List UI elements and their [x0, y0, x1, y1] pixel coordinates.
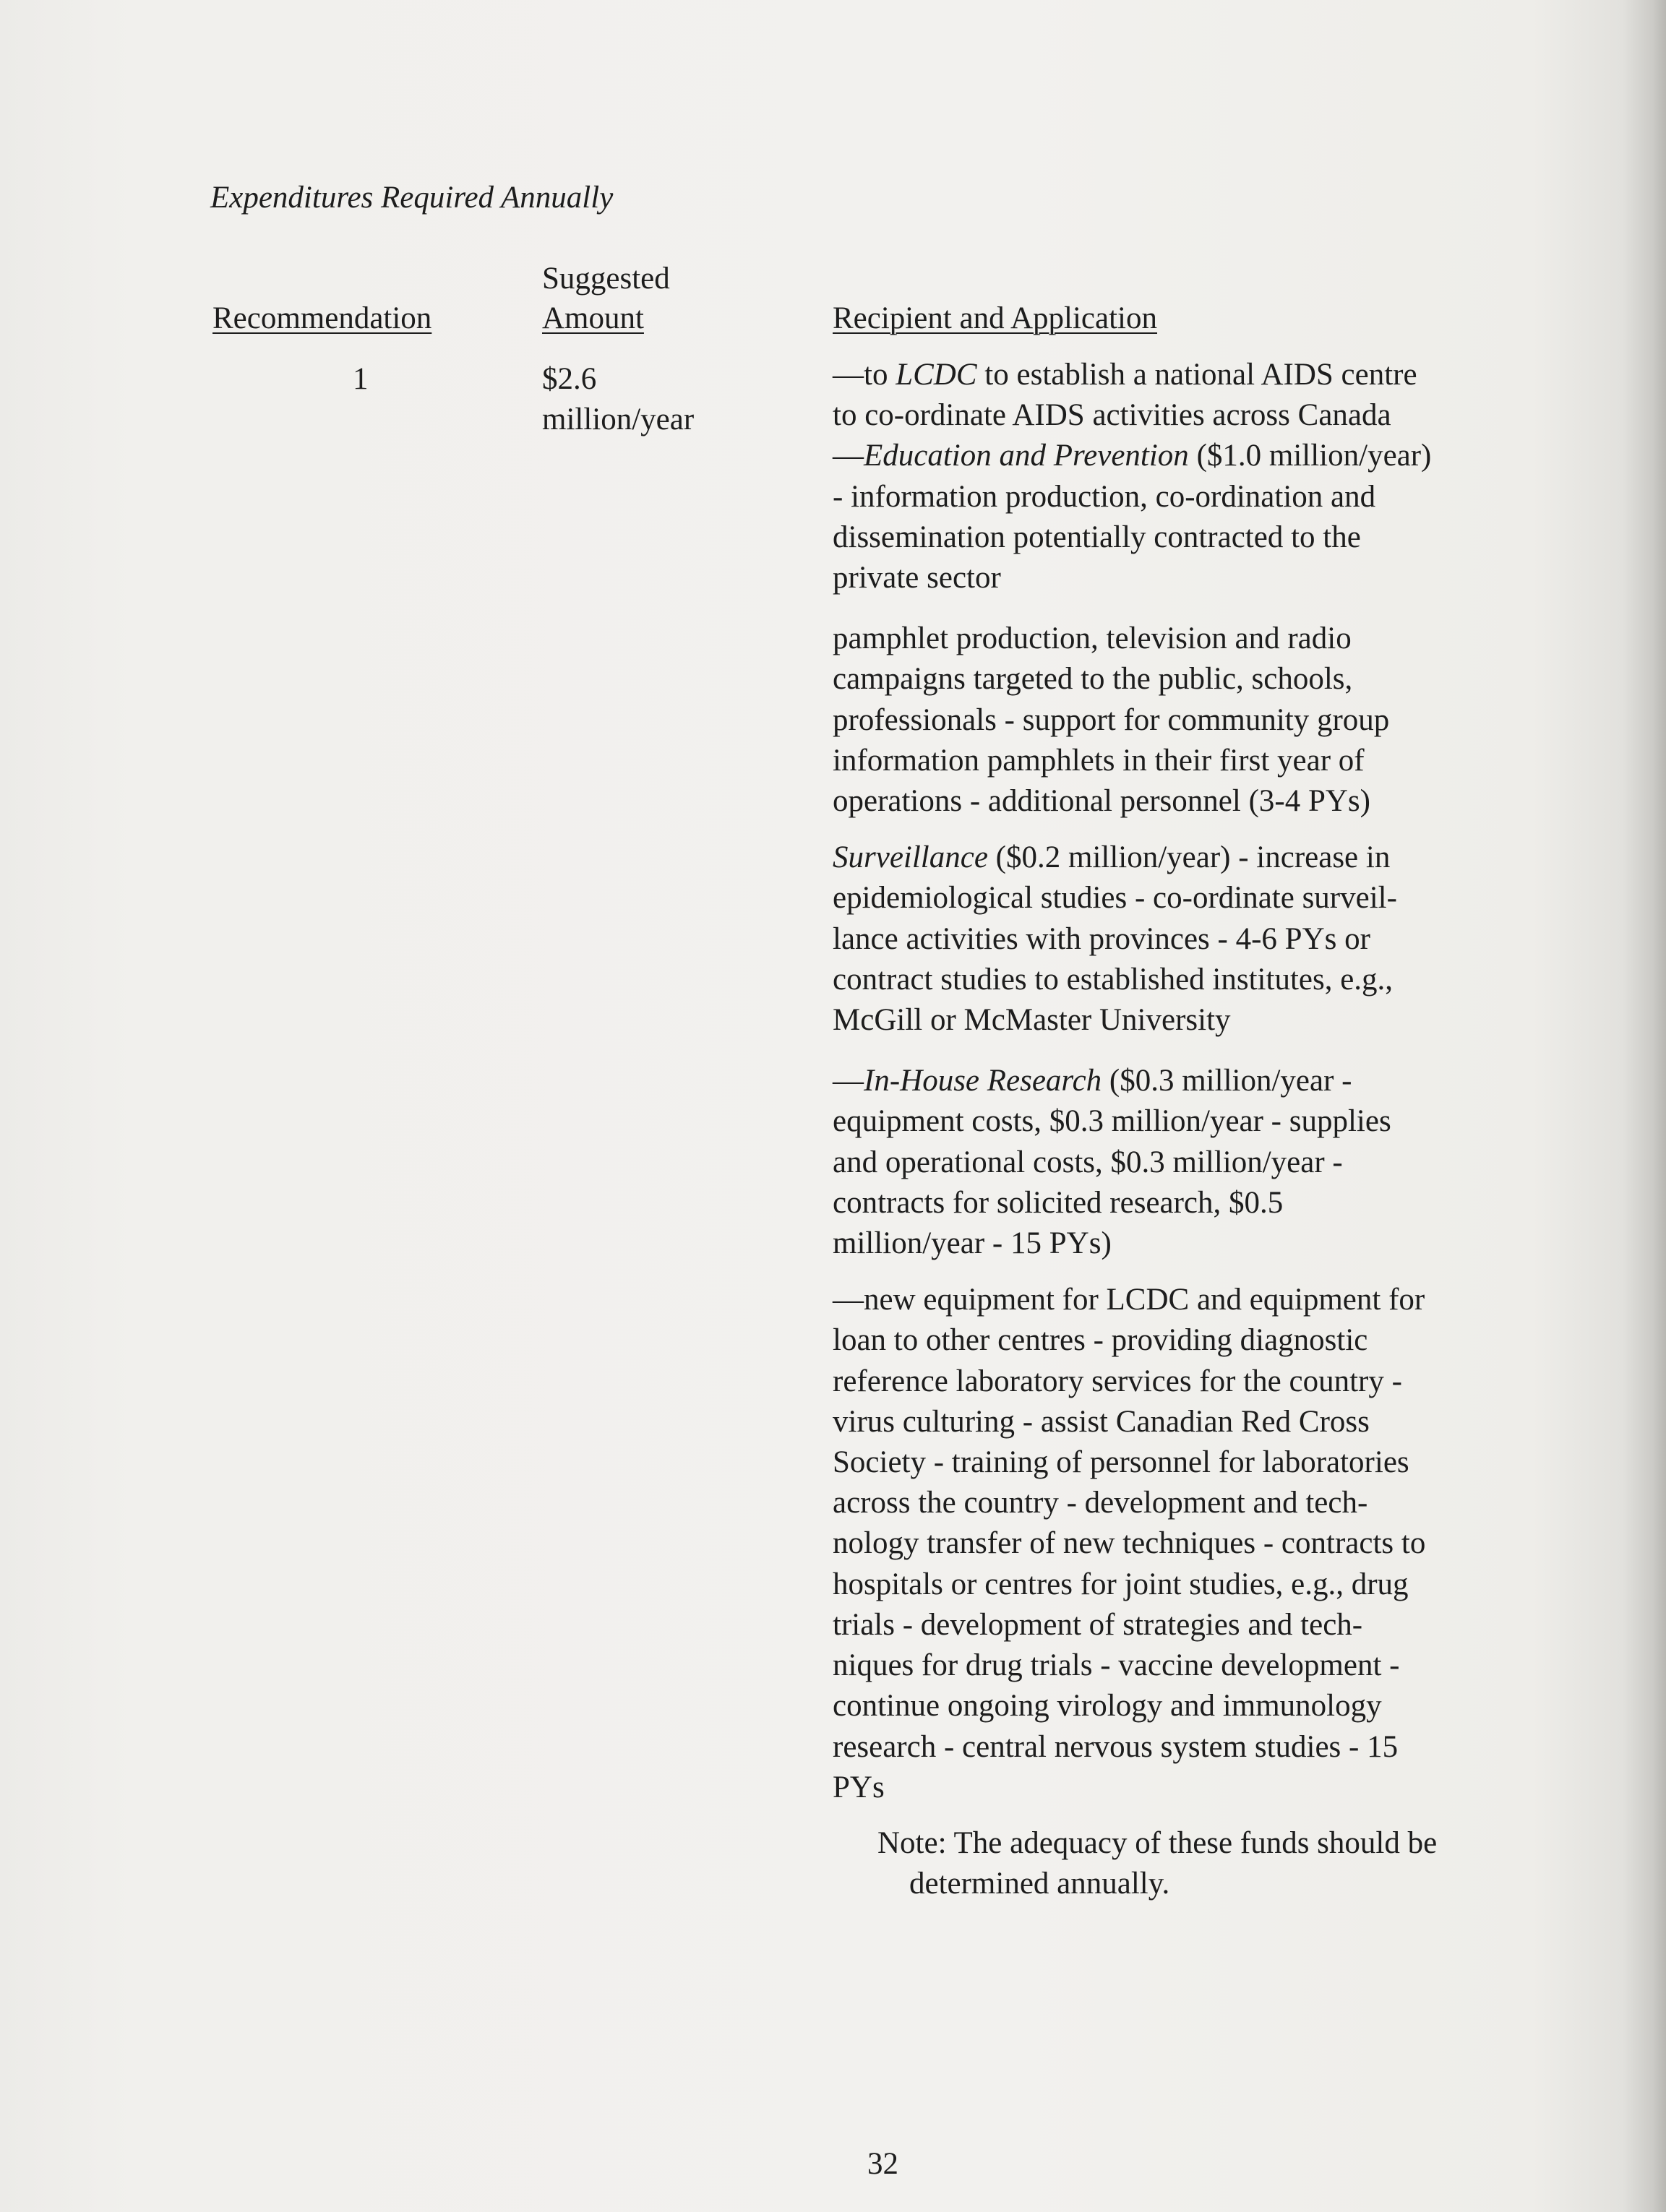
pamphlet-line: campaigns targeted to the public, schools,	[833, 662, 1353, 697]
equipment-line: —new equipment for LCDC and equipment for	[833, 1283, 1425, 1317]
equipment-line: PYs	[833, 1770, 885, 1804]
inhouse-line: million/year - 15 PYs)	[833, 1226, 1112, 1261]
note-line-1: Note: The adequacy of these funds should be	[877, 1826, 1438, 1860]
equipment-line: virus culturing - assist Canadian Red Cross	[833, 1404, 1370, 1439]
pamphlet-line: operations - additional personnel (3-4 PYs)	[833, 784, 1370, 819]
surveillance-line: epidemiological studies - co-ordinate surveil-	[833, 881, 1397, 916]
equipment-line: loan to other centres - providing diagnostic	[833, 1323, 1368, 1358]
table-caption: Expenditures Required Annually	[210, 181, 614, 215]
inhouse-term: In-House Research	[864, 1064, 1102, 1098]
surveillance-term: Surveillance	[833, 840, 988, 875]
pamphlet-line: information pamphlets in their first year of	[833, 743, 1365, 778]
inhouse-line-1: —In-House Research ($0.3 million/year -	[833, 1064, 1352, 1098]
header-recommendation-label: Recommendation	[212, 301, 432, 335]
adequacy-note	[877, 1823, 1437, 1904]
header-recipient	[833, 298, 1157, 338]
lcdc-line-2: to co-ordinate AIDS activities across Canada	[833, 398, 1391, 433]
surveillance-line: McGill or McMaster University	[833, 1003, 1231, 1038]
education-line: dissemination potentially contracted to the	[833, 520, 1361, 554]
recommendation-number: 1	[353, 362, 369, 396]
suggested-amount	[542, 359, 694, 440]
pamphlet-line: pamphlet production, television and radio	[833, 621, 1352, 656]
inhouse-line: and operational costs, $0.3 million/year -	[833, 1145, 1343, 1179]
equipment-line: nology transfer of new techniques - contracts to	[833, 1526, 1426, 1561]
equipment-line: trials - development of strategies and tech-	[833, 1607, 1363, 1642]
amount-unit: million/year	[542, 403, 695, 436]
pamphlet-line: professionals - support for community group	[833, 702, 1390, 737]
education-term: Education and Prevention	[864, 439, 1189, 473]
lcdc-term: LCDC	[896, 358, 977, 392]
page-number: 32	[867, 2147, 898, 2181]
inhouse-line: contracts for solicited research, $0.5	[833, 1185, 1284, 1220]
recipient-application	[833, 355, 1519, 1808]
education-line-1: —Education and Prevention ($1.0 million/year)	[833, 439, 1432, 473]
equipment-line: Society - training of personnel for laboratories	[833, 1445, 1409, 1480]
note-line-2: determined annually.	[909, 1867, 1170, 1901]
equipment-line: continue ongoing virology and immunology	[833, 1689, 1382, 1723]
inhouse-line: equipment costs, $0.3 million/year - supplies	[833, 1104, 1391, 1139]
equipment-line: niques for drug trials - vaccine development -	[833, 1648, 1400, 1683]
header-recommendation	[212, 298, 431, 338]
lcdc-line-1: —to LCDC to establish a national AIDS centre	[833, 358, 1417, 392]
amount-value: $2.6	[542, 362, 597, 396]
header-amount	[542, 259, 670, 338]
equipment-line: reference laboratory services for the country -	[833, 1364, 1402, 1398]
surveillance-line: contract studies to established institutes, e.g.,	[833, 962, 1394, 997]
surveillance-line-1: Surveillance ($0.2 million/year) - increase in	[833, 840, 1391, 875]
surveillance-line: lance activities with provinces - 4-6 PYs or	[833, 921, 1370, 956]
page-spine-shadow	[1623, 0, 1666, 2212]
equipment-line: across the country - development and tech-	[833, 1486, 1368, 1520]
education-line: - information production, co-ordination and	[833, 479, 1376, 514]
equipment-line: research - central nervous system studies - 15	[833, 1729, 1399, 1764]
header-amount-line1: Suggested	[542, 262, 670, 296]
header-recipient-label: Recipient and Application	[833, 301, 1158, 335]
equipment-line: hospitals or centres for joint studies, e.g., drug	[833, 1567, 1409, 1601]
education-line: private sector	[833, 561, 1001, 595]
header-amount-line2: Amount	[542, 301, 644, 335]
